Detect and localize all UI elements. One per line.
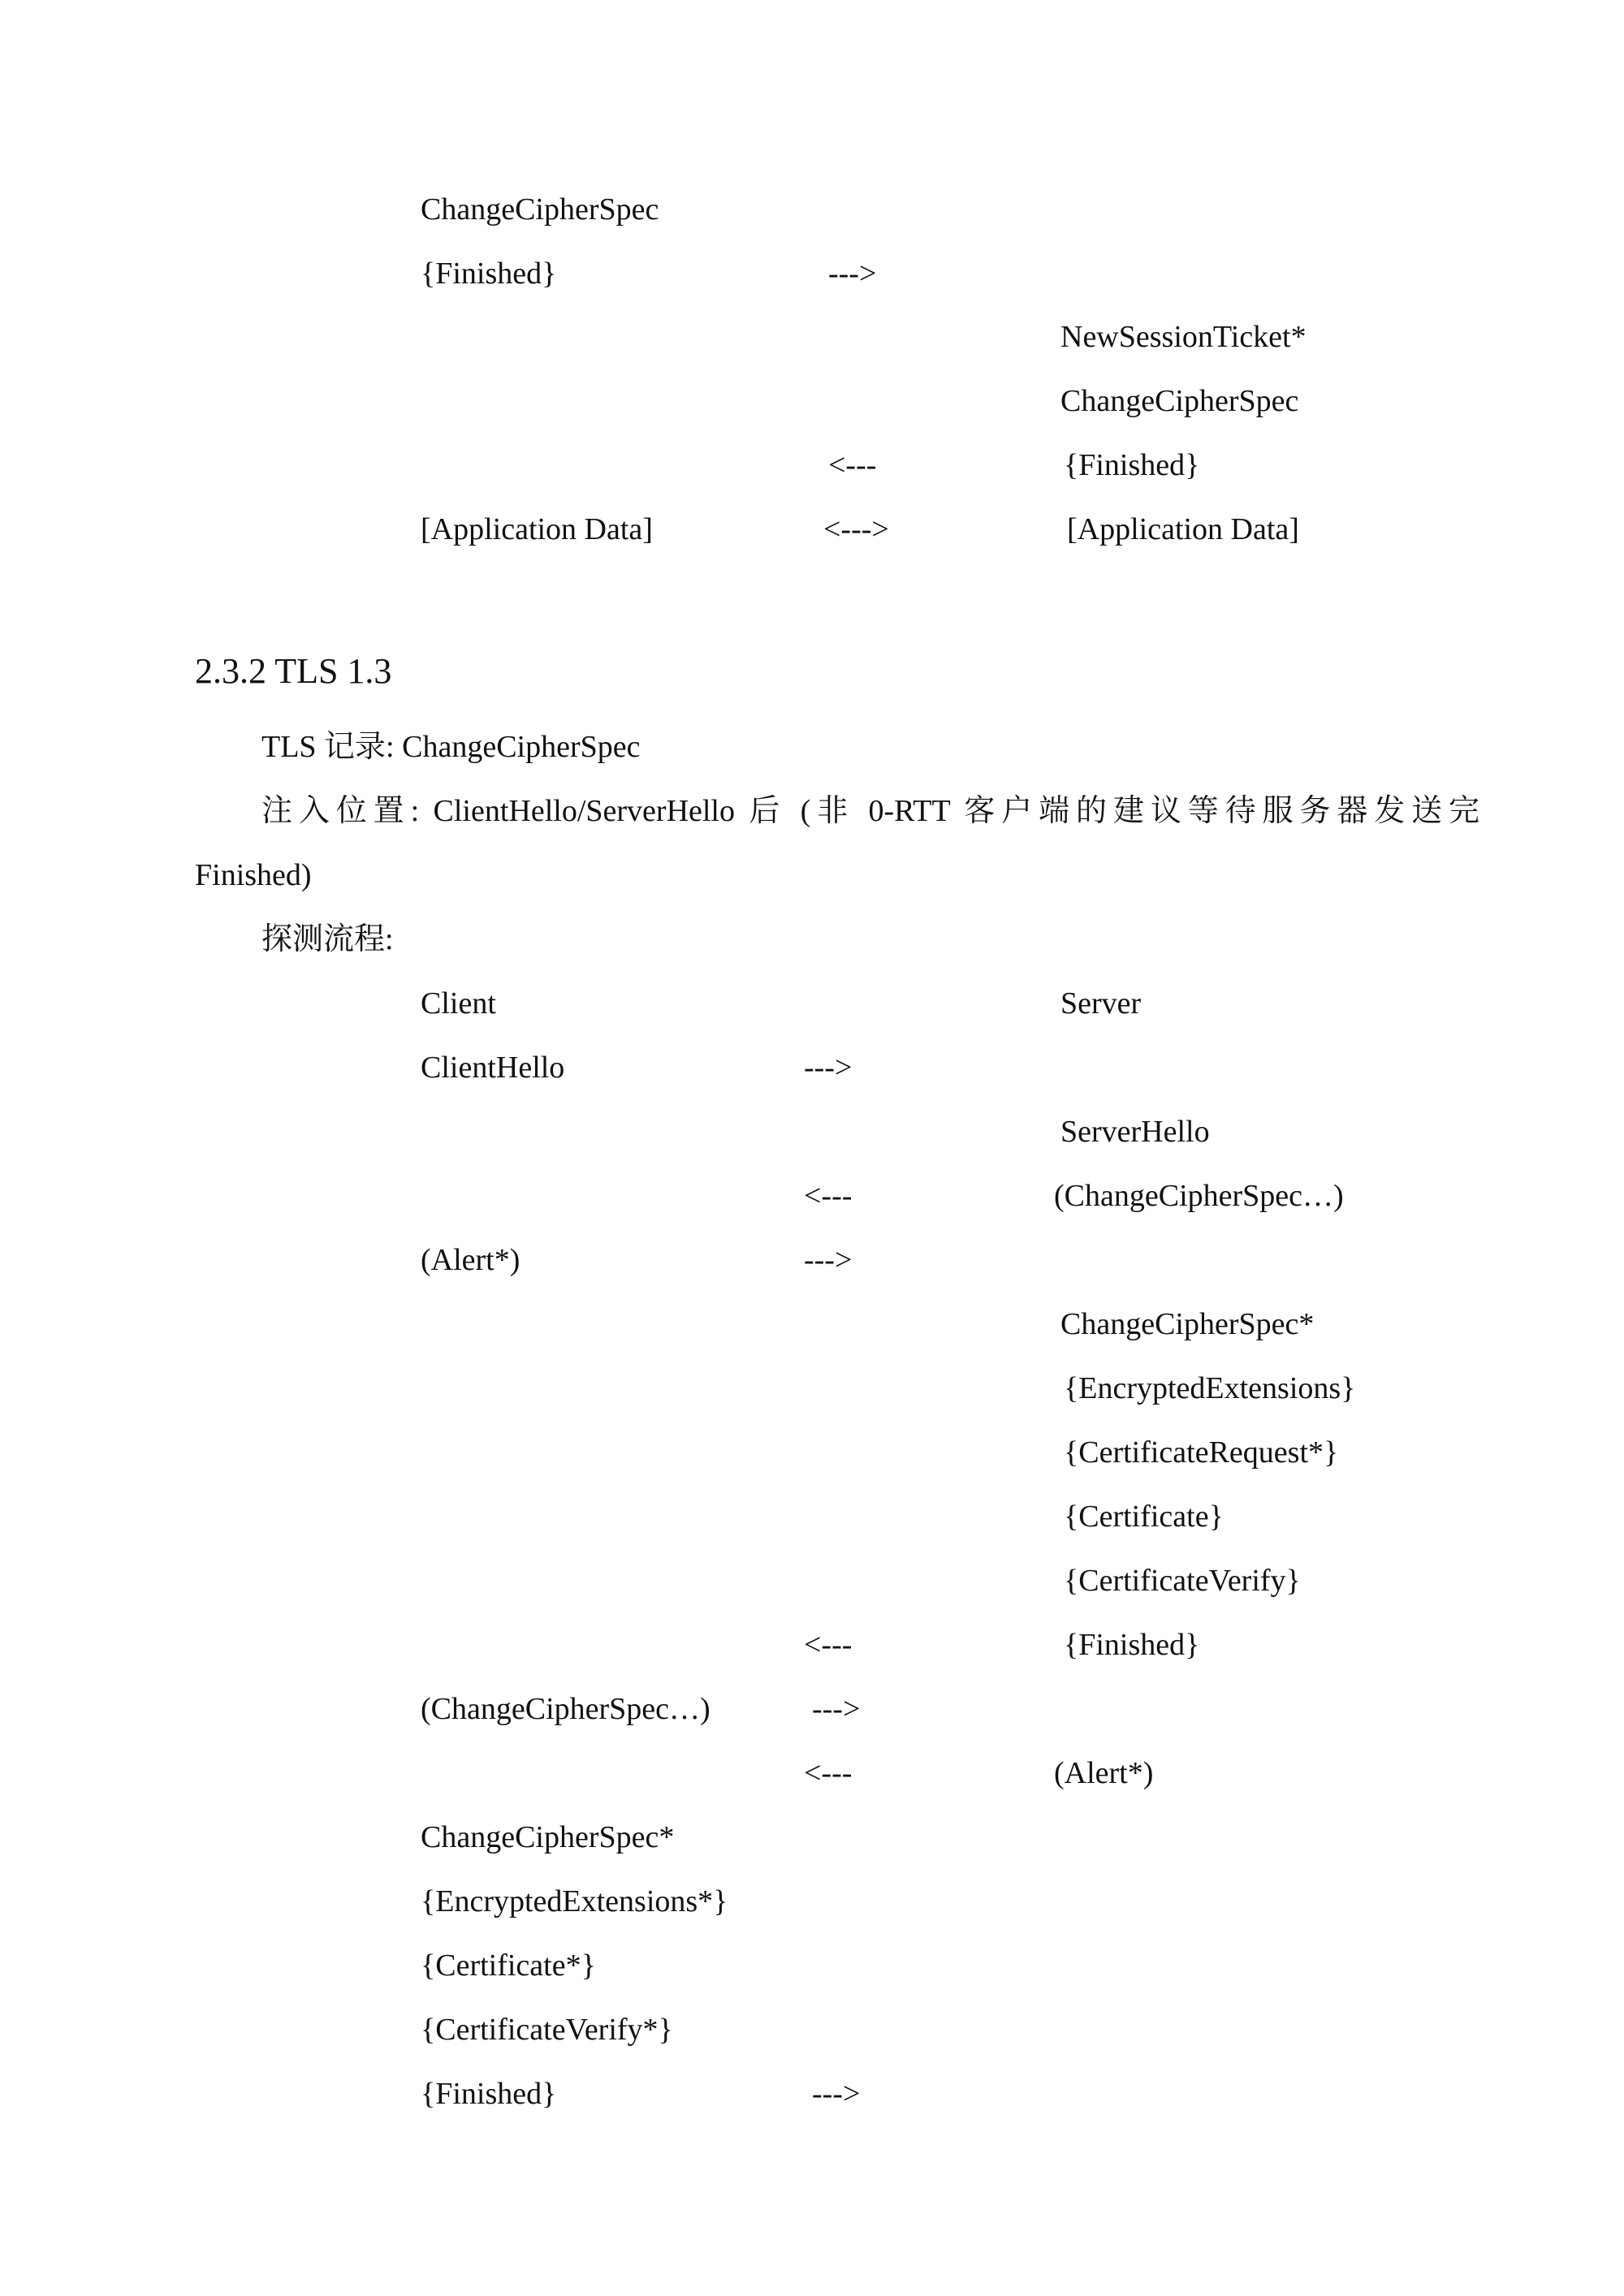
flow13-client-msg: (Alert*) bbox=[421, 1243, 520, 1277]
injection-line-cont: Finished) bbox=[195, 858, 312, 892]
flow12-client-msg: [Application Data] bbox=[421, 512, 653, 546]
flow13-client-msg: ClientHello bbox=[421, 1051, 565, 1085]
flow13-client-msg: ChangeCipherSpec* bbox=[421, 1820, 675, 1854]
flow13-client-msg: {Certificate*} bbox=[421, 1949, 596, 1983]
flow13-server-msg: ChangeCipherSpec* bbox=[1060, 1307, 1315, 1341]
flow13-server-msg: {Certificate} bbox=[1064, 1500, 1224, 1534]
flow13-arrow-right: ---> bbox=[812, 2077, 861, 2111]
flow12-client-msg: {Finished} bbox=[421, 257, 557, 291]
flow13-arrow-right: ---> bbox=[812, 1692, 861, 1726]
flow12-client-msg: ChangeCipherSpec bbox=[421, 192, 659, 227]
flow13-server-msg: {Finished} bbox=[1064, 1628, 1200, 1662]
flow12-server-msg: {Finished} bbox=[1064, 448, 1200, 482]
flow13-server-msg: ServerHello bbox=[1060, 1115, 1210, 1149]
flow12-arrow-left: <--- bbox=[828, 448, 877, 482]
flow13-client-msg: {CertificateVerify*} bbox=[421, 2013, 673, 2047]
flow13-arrow-left: <--- bbox=[804, 1628, 853, 1662]
flow13-header-server: Server bbox=[1060, 986, 1142, 1021]
flow12-arrow-right: ---> bbox=[828, 257, 877, 291]
section-heading: 2.3.2 TLS 1.3 bbox=[195, 651, 392, 691]
flow12-server-msg: NewSessionTicket* bbox=[1060, 320, 1307, 354]
flow13-server-msg: {CertificateRequest*} bbox=[1064, 1435, 1339, 1470]
probe-label: 探测流程: bbox=[261, 922, 394, 956]
flow13-arrow-right: ---> bbox=[804, 1051, 853, 1085]
flow13-server-msg: {EncryptedExtensions} bbox=[1064, 1371, 1356, 1405]
flow13-server-msg: (ChangeCipherSpec…) bbox=[1054, 1179, 1344, 1213]
flow13-arrow-right: ---> bbox=[804, 1243, 853, 1277]
flow13-client-msg: (ChangeCipherSpec…) bbox=[421, 1692, 710, 1726]
flow13-client-msg: {Finished} bbox=[421, 2077, 557, 2111]
record-line: TLS 记录: ChangeCipherSpec bbox=[261, 730, 641, 764]
flow13-client-msg: {EncryptedExtensions*} bbox=[421, 1884, 728, 1918]
flow13-arrow-left: <--- bbox=[804, 1756, 853, 1790]
flow12-arrow-both: <---> bbox=[823, 512, 889, 546]
flow13-header-client: Client bbox=[421, 986, 496, 1021]
flow13-server-msg: (Alert*) bbox=[1054, 1756, 1154, 1790]
injection-line: 注入位置: ClientHello/ServerHello 后 (非 0-RTT 客户端的建议等待服务器发送完 bbox=[261, 794, 1479, 828]
flow13-arrow-left: <--- bbox=[804, 1179, 853, 1213]
flow12-server-msg: [Application Data] bbox=[1067, 512, 1299, 546]
flow12-server-msg: ChangeCipherSpec bbox=[1060, 384, 1299, 418]
flow13-server-msg: {CertificateVerify} bbox=[1064, 1564, 1301, 1598]
